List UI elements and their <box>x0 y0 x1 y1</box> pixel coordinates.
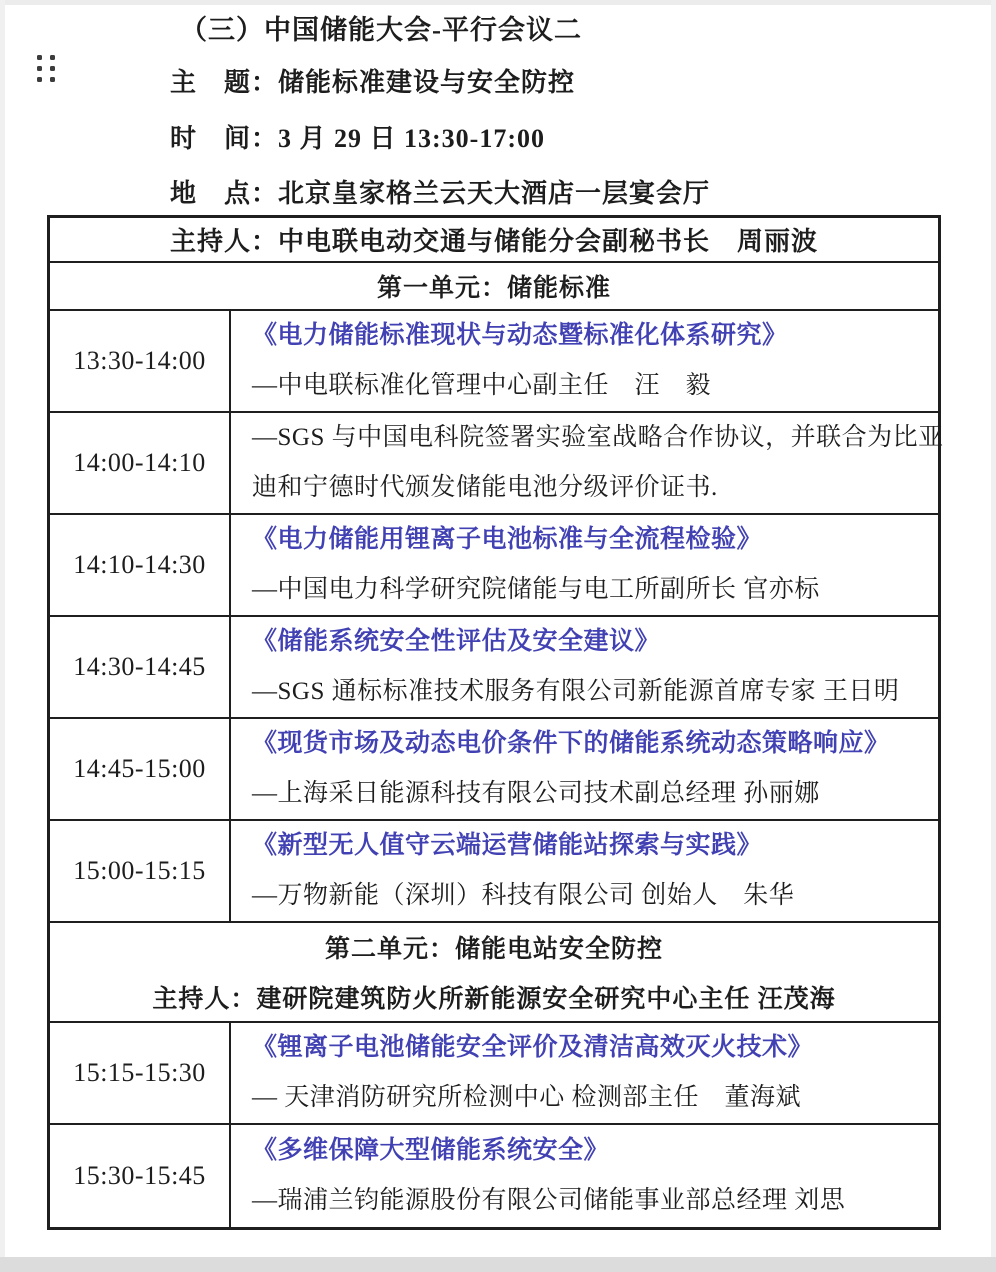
table-row <box>50 821 938 923</box>
table-row <box>50 515 938 617</box>
talk-title: 《现货市场及动态电价条件下的储能系统动态策略响应》 <box>252 729 890 757</box>
talk-cell <box>231 1125 938 1227</box>
talk-speaker: —SGS 通标标准技术服务有限公司新能源首席专家 王日明 <box>252 677 900 705</box>
meta-location: 地 点：北京皇家格兰云天大酒店一层宴会厅 <box>170 179 711 208</box>
talk-cell <box>231 311 938 411</box>
unit-title: 第一单元：储能标准 <box>376 275 611 302</box>
meta-time: 时 间：3 月 29 日 13:30-17:00 <box>170 124 545 153</box>
page-edge-bottom <box>0 1257 996 1272</box>
talk-desc-line-1: —SGS 与中国电科院签署实验室战略合作协议，并联合为比亚 <box>252 423 944 451</box>
talk-speaker: —瑞浦兰钧能源股份有限公司储能事业部总经理 刘思 <box>252 1186 846 1214</box>
host-text: 主持人：中电联电动交通与储能分会副秘书长 周丽波 <box>169 227 818 256</box>
page-edge-right <box>991 0 996 1272</box>
talk-title: 《电力储能标准现状与动态暨标准化体系研究》 <box>252 321 788 349</box>
talk-title: 《电力储能用锂离子电池标准与全流程检验》 <box>252 525 763 553</box>
table-row-host <box>50 218 938 263</box>
time-cell: 14:00-14:10 <box>50 413 231 513</box>
talk-speaker: — 天津消防研究所检测中心 检测部主任 董海斌 <box>252 1083 802 1111</box>
talk-cell <box>231 617 938 717</box>
talk-cell <box>231 821 938 921</box>
table-row <box>50 1125 938 1227</box>
time-cell: 15:30-15:45 <box>50 1125 231 1227</box>
talk-speaker: —中国电力科学研究院储能与电工所副所长 官亦标 <box>252 575 820 603</box>
talk-title: 《锂离子电池储能安全评价及清洁高效灭火技术》 <box>252 1033 814 1061</box>
time-cell: 14:45-15:00 <box>50 719 231 819</box>
talk-title: 《多维保障大型储能系统安全》 <box>252 1136 610 1164</box>
meta-topic: 主 题：储能标准建设与安全防控 <box>170 68 576 97</box>
time-cell: 13:30-14:00 <box>50 311 231 411</box>
table-row <box>50 1023 938 1125</box>
table-row <box>50 413 944 515</box>
table-row-unit-1 <box>50 263 938 311</box>
table-row <box>50 719 938 821</box>
table-row <box>50 617 938 719</box>
talk-cell <box>231 719 938 819</box>
page-edge-left <box>0 0 5 1272</box>
time-cell: 15:00-15:15 <box>50 821 231 921</box>
talk-speaker: —上海采日能源科技有限公司技术副总经理 孙丽娜 <box>252 779 820 807</box>
time-cell: 15:15-15:30 <box>50 1023 231 1123</box>
talk-cell <box>231 413 952 513</box>
talk-title: 《新型无人值守云端运营储能站探索与实践》 <box>252 831 763 859</box>
agenda-table <box>47 215 944 1230</box>
table-row <box>50 311 938 413</box>
page-edge-top <box>0 0 996 5</box>
talk-cell <box>231 1023 938 1123</box>
talk-title: 《储能系统安全性评估及安全建议》 <box>252 627 661 655</box>
time-cell: 14:10-14:30 <box>50 515 231 615</box>
talk-cell <box>231 515 938 615</box>
unit-host: 主持人：建研院建筑防火所新能源安全研究中心主任 汪茂海 <box>152 986 836 1013</box>
drag-handle-icon[interactable] <box>37 55 57 85</box>
talk-speaker: —中电联标准化管理中心副主任 汪 毅 <box>252 371 712 399</box>
talk-speaker: —万物新能（深圳）科技有限公司 创始人 朱华 <box>252 881 795 909</box>
section-title: （三）中国储能大会-平行会议二 <box>180 15 582 45</box>
unit-title: 第二单元：储能电站安全防控 <box>324 936 663 963</box>
time-cell: 14:30-14:45 <box>50 617 231 717</box>
talk-desc-line-2: 迪和宁德时代颁发储能电池分级评价证书. <box>252 473 718 501</box>
table-row-unit-2 <box>50 923 938 1023</box>
